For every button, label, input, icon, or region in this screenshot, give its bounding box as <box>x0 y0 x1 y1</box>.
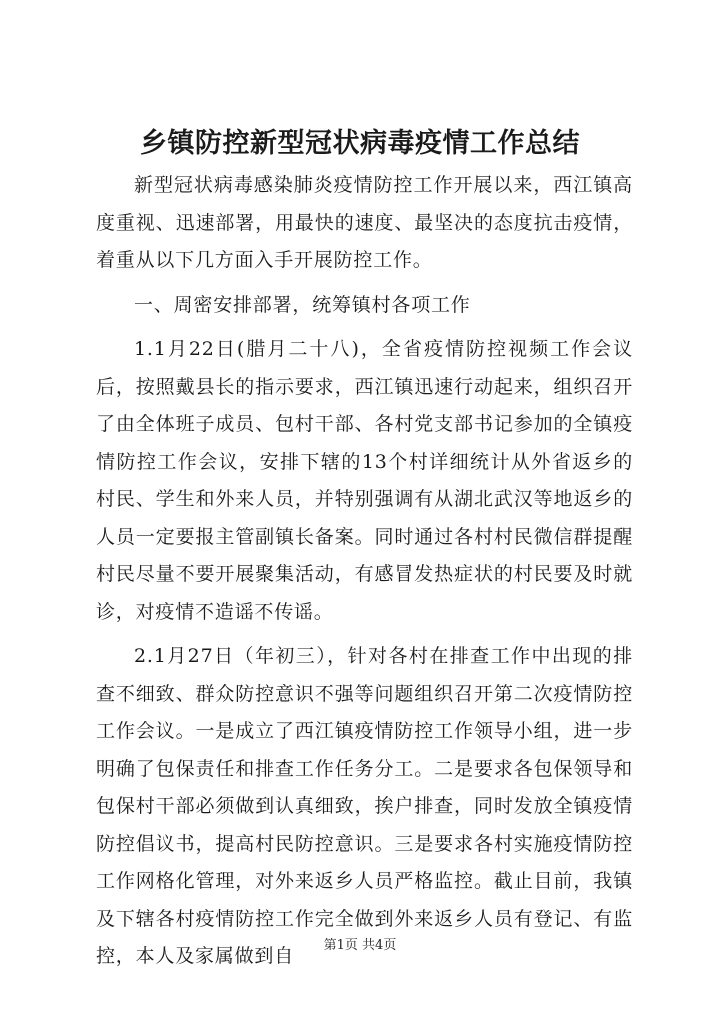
intro-paragraph: 新型冠状病毒感染肺炎疫情防控工作开展以来，西江镇高度重视、迅速部署，用最快的速度、最坚决的态度抗击疫情，着重从以下几方面入手开展防控工作。 <box>96 174 633 271</box>
document-body <box>96 167 633 983</box>
page-number-footer: 第1页 共4页 <box>323 938 397 953</box>
paragraph-1: 1.1月22日(腊月二十八)，全省疫情防控视频工作会议后，按照戴县长的指示要求，西江镇迅速行动起来，组织召开了由全体班子成员、包村干部、各村党支部书记参加的全镇疫情防控工作会议，安排下辖的13个村详细统计从外省返乡的村民、学生和外来人员，并特别强调有从湖北武汉等地返乡的人员一定要报主管副镇长备案。同时通过各村村民微信群提醒村民尽量不要开展聚集活动，有感冒发热症状的村民要及时就诊，对疫情不造谣不传谣。 <box>96 338 633 623</box>
section-heading: 一、周密安排部署，统筹镇村各项工作 <box>134 293 471 316</box>
document-title: 乡镇防控新型冠状病毒疫情工作总结 <box>140 128 580 159</box>
paragraph-2: 2.1月27日（年初三），针对各村在排查工作中出现的排查不细致、群众防控意识不强等问题组织召开第二次疫情防控工作会议。一是成立了西江镇疫情防控工作领导小组，进一步明确了包保责任和排查工作任务分工。二是要求各包保领导和包保村干部必须做到认真细致，挨户排查，同时发放全镇疫情防控倡议书，提高村民防控意识。三是要求各村实施疫情防控工作网格化管理，对外来返乡人员严格监控。截止目前，我镇及下辖各村疫情防控工作完全做到外来返乡人员有登记、有监控，本人及家属做到自 <box>96 645 633 967</box>
